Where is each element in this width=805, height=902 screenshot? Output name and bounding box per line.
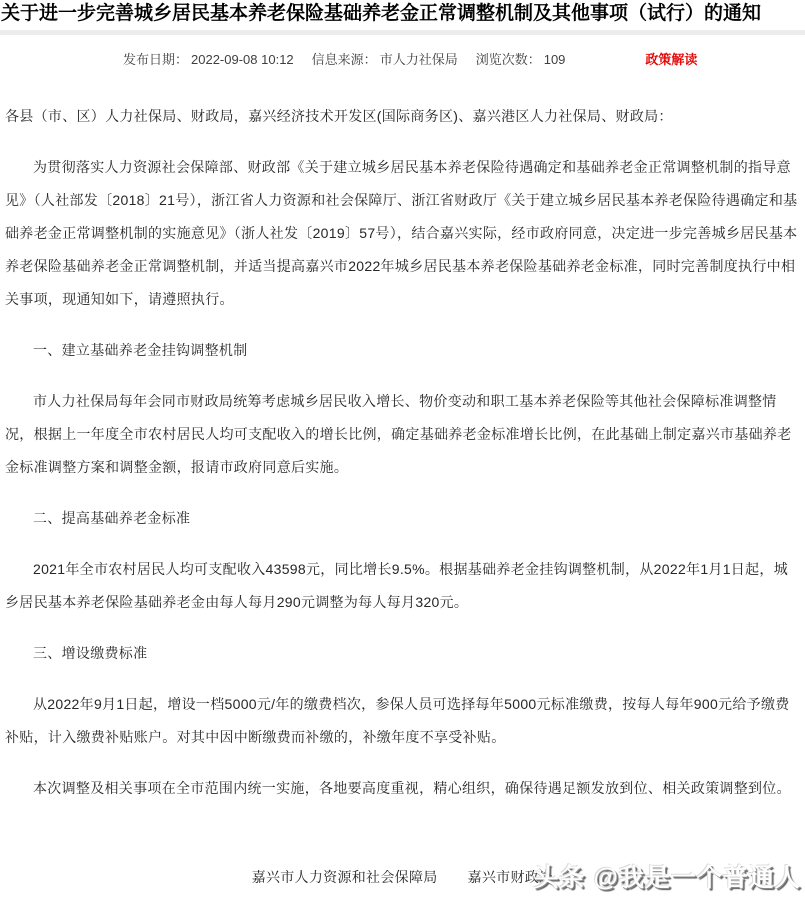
signature-org-2: 嘉兴市财政局 xyxy=(467,869,554,885)
section-1-heading: 一、建立基础养老金挂钩调整机制 xyxy=(33,342,248,358)
view-count-value: 109 xyxy=(543,52,566,67)
view-count xyxy=(476,52,566,68)
signature-org-1: 嘉兴市人力资源和社会保障局 xyxy=(251,869,438,885)
page-title: 关于进一步完善城乡居民基本养老保险基础养老金正常调整机制及其他事项（试行）的通知 xyxy=(1,3,762,24)
title-divider xyxy=(0,30,805,35)
closing-paragraph: 本次调整及相关事项在全市范围内统一实施，各地要高度重视，精心组织，确保待遇足额发放到位、相关政策调整到位。 xyxy=(33,780,791,796)
publish-date xyxy=(123,52,294,68)
info-source xyxy=(312,52,458,68)
section-2-paragraph: 2021年全市农村居民人均可支配收入43598元，同比增长9.5%。根据基础养老金挂钩调整机制，从2022年1月1日起，城乡居民基本养老保险基础养老金由每人每月290元调整为每人每月320元。 xyxy=(5,561,788,610)
section-3-paragraph: 从2022年9月1日起，增设一档5000元/年的缴费档次，参保人员可选择每年5000元标准缴费，按每人每年900元给予缴费补贴，计入缴费补贴账户。对其中因中断缴费而补缴的，补缴年度不享受补贴。 xyxy=(5,696,790,745)
info-source-value: 市人力社保局 xyxy=(379,52,458,67)
intro-paragraph: 为贯彻落实人力资源社会保障部、财政部《关于建立城乡居民基本养老保险待遇确定和基础养老金正常调整机制的指导意见》（人社部发〔2018〕21号），浙江省人力资源和社会保障厅、浙江省财政厅《关于建立城乡居民基本养老保险待遇确定和基础养老金正常调整机制的实施意见》（浙人社发〔2019〕57号），结合嘉兴实际，经市政府同意，决定进一步完善城乡居民基本养老保险基础养老金正常调整机制，并适当提高嘉兴市2022年城乡居民基本养老保险基础养老金标准，同时完善制度执行中相关事项，现通知如下，请遵照执行。 xyxy=(5,159,798,307)
section-2-heading: 二、提高基础养老金标准 xyxy=(33,510,191,526)
article-body xyxy=(0,68,805,894)
publish-date-value: 2022-09-08 10:12 xyxy=(191,52,294,67)
info-source-label: 信息来源： xyxy=(311,52,377,67)
meta-bar xyxy=(123,52,805,68)
salutation: 各县（市、区）人力社保局、财政局，嘉兴经济技术开发区(国际商务区)、嘉兴港区人力社保局、财政局： xyxy=(5,108,673,124)
view-count-label: 浏览次数： xyxy=(475,52,541,67)
publish-date-label: 发布日期： xyxy=(123,52,189,67)
watermark-text: 头条 @我是一个普通人 xyxy=(533,864,801,892)
policy-interpretation-link[interactable]: 政策解读 xyxy=(645,52,698,67)
toutiao-watermark xyxy=(534,858,801,894)
section-3-heading: 三、增设缴费标准 xyxy=(33,645,148,661)
section-1-paragraph: 市人力社保局每年会同市财政局统筹考虑城乡居民收入增长、物价变动和职工基本养老保险等其他社会保障标准调整情况，根据上一年度全市农村居民人均可支配收入的增长比例，确定基础养老金标准增长比例，在此基础上制定嘉兴市基础养老金标准调整方案和调整金额，报请市政府同意后实施。 xyxy=(5,393,792,475)
